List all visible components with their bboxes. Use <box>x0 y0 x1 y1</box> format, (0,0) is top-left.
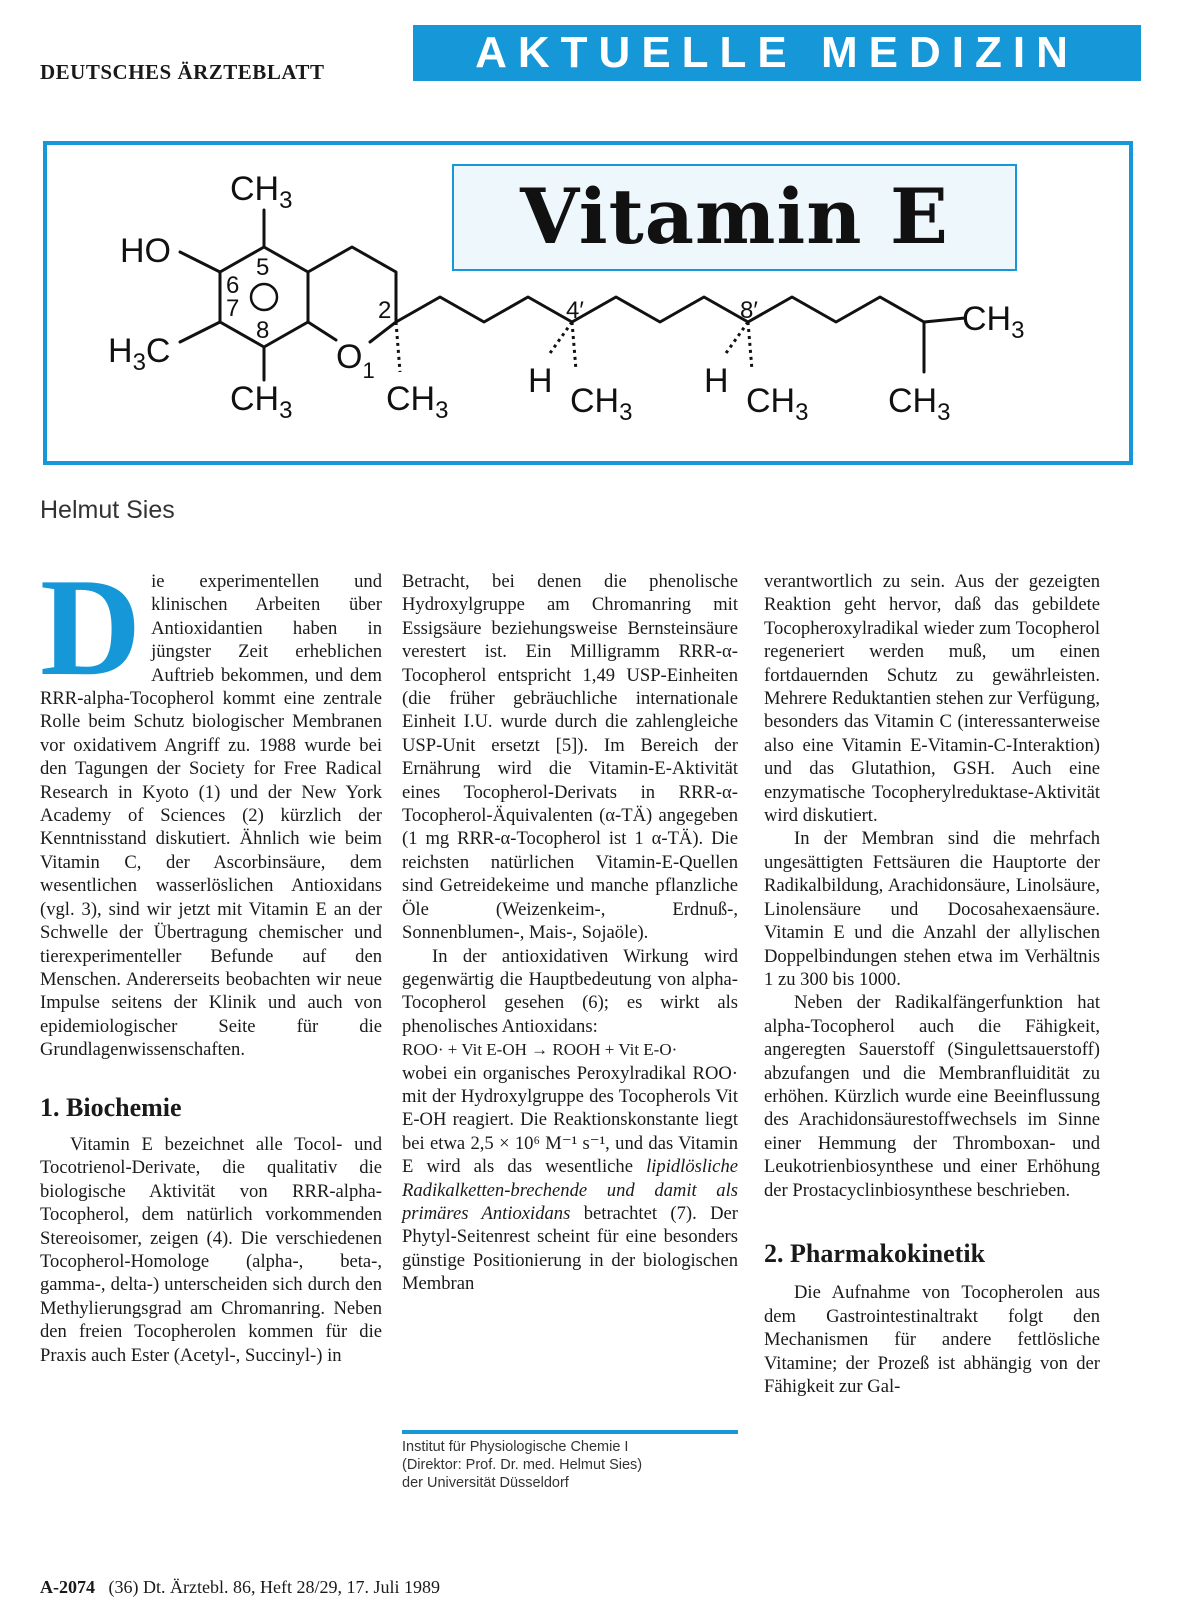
author-name: Helmut Sies <box>40 496 175 524</box>
col2-paragraph-3: wobei ein organisches Peroxylradikal ROO· mit der Hydroxylgruppe des Tocopherols Vit E-OH reagiert. Die Reaktionskonstante liegt bei etwa 2,5 × 10⁶ M⁻¹ s⁻¹, und das Vitamin E wird als das wesentliche lipidlösliche Radikalketten-brechende und damit als primäres Antioxidans betrachtet (7). Der Phytyl-Seitenrest scheint für eine besonders günstige Positionierung in der biologischen Membran <box>402 1062 738 1295</box>
ch3-c2-label: $CH_3$ <box>386 380 449 424</box>
page-footer <box>40 1577 440 1598</box>
position-7-label: 7 <box>226 295 240 322</box>
intro-paragraph: ie experimentellen und klinischen Arbeiten über Antioxidantien haben in jüngster Zeit erheblichen Auftrieb bekommen, und dem RRR-alpha-Tocopherol kommt eine zentrale Rolle beim Schutz biologischer Membranen vor oxidativem Angriff zu. 1988 wurde bei den Tagungen der Society for Free Radical Research in Kyoto (1) und der New York Academy of Sciences (2) kürzlich der Kenntnisstand diskutiert. Ähnlich wie beim Vitamin C, der Ascorbinsäure, dem wesentlichen wasserlöslichen Antioxidans (vgl. 3), sind wir jetzt mit Vitamin E an der Schwelle der Übertragung chemischer und tierexperimenteller Befunde auf den Menschen. Andererseits beobachten wir neue Impulse seitens der Klinik und auch von epidemiologischer Seite für die Grundlagenwissenschaften. <box>40 571 382 1061</box>
biochemie-paragraph: Vitamin E bezeichnet alle Tocol- und Tocotrienol-Derivate, die qualitativ die biologische Aktivität von RRR-alpha-Tocopherol, dem natürlich vorkommenden Stereoisomer, zeigen (4). Die verschiedenen Tocopherol-Homologe (alpha-, beta-, gamma-, delta-) unterscheiden sich durch den Methylierungsgrad am Chromanring. Neben den freien Tocopherolen kommen für die Praxis auch Ester (Acetyl-, Succinyl-) in <box>40 1133 382 1366</box>
position-5-label: 5 <box>256 254 270 281</box>
ch3-terminal-right-label: $CH_3$ <box>962 300 1025 344</box>
affiliation-director: (Direktor: Prof. Dr. med. Helmut Sies) <box>402 1457 643 1473</box>
publication-name: DEUTSCHES ÄRZTEBLATT <box>40 60 325 84</box>
col2-paragraph-2: In der antioxidativen Wirkung wird gegenwärtig die Hauptbedeutung von alpha-Tocopherol gesehen (6); es wirkt als phenolisches Antioxidans: <box>402 945 738 1037</box>
page-number: A-2074 <box>40 1577 95 1597</box>
ch3-top-label: $CH_3$ <box>230 170 293 214</box>
italic-emphasis: lipidlösliche Radikalketten-brechende und damit als primäres Antioxidans <box>402 1156 738 1224</box>
ring-oxygen-label: $O_1$ <box>336 338 375 383</box>
col3-paragraph-1: verantwortlich zu sein. Aus der gezeigten Reaktion geht hervor, daß das gebildete Tocopheroxylradikal wieder zum Tocopherol regeneriert werden muß, um einen fortdauernden Schutz zu gewährleisten. Mehrere Reduktantien stehen zur Verfügung, besonders das Vitamin C (interessanterweise also eine Vitamin E-Vitamin-C-Interaktion) und das Glutathion, GSH. Auch eine enzymatische Tocopherylreduktase-Aktivität wird diskutiert. <box>764 571 1100 827</box>
affiliation-note <box>402 1430 738 1492</box>
section-banner: AKTUELLE MEDIZIN <box>413 25 1141 81</box>
column-3 <box>764 570 1100 1398</box>
heading-biochemie: 1. Biochemie <box>40 1092 182 1122</box>
article-title: Vitamin E <box>520 172 949 261</box>
col2-paragraph-1: Betracht, bei denen die phenolische Hydroxylgruppe am Chromanring mit Essigsäure beziehungsweise Bernsteinsäure verestert ist. Ein Milligramm RRR-α-Tocopherol entspricht 1,49 USP-Einheiten (die früher gebräuchliche internationale Einheit I.U. wurde durch die zahlengleiche USP-Unit ersetzt [5]). Im Bereich der Ernährung wird die Vitamin-E-Aktivität eines Tocopherol-Derivats in RRR-α-Tocopherol-Äquivalenten (α-TÄ) angegeben (1 mg RRR-α-Tocopherol ist 1 α-TÄ). Die reichsten natürlichen Vitamin-E-Quellen sind Getreidekeime und manche pflanzliche Öle (Weizenkeim-, Erdnuß-, Sonnenblumen-, Mais-, Sojaöle). <box>402 571 738 944</box>
position-6-label: 6 <box>226 272 240 299</box>
hydroxyl-label: HO <box>120 232 171 270</box>
ch3-8prime-label: $CH_3$ <box>746 382 809 426</box>
affiliation-university: der Universität Düsseldorf <box>402 1475 569 1491</box>
position-4prime-label: 4′ <box>566 297 584 324</box>
col3-paragraph-4: Die Aufnahme von Tocopherolen aus dem Gastrointestinaltrakt folgt den Mechanismen für andere fettlösliche Vitamine; der Prozeß ist abhängig von der Fähigkeit zur Gal- <box>764 1282 1100 1397</box>
h-4prime-label: H <box>528 362 553 400</box>
affiliation-institute: Institut für Physiologische Chemie I <box>402 1439 629 1455</box>
col3-paragraph-3: Neben der Radikalfängerfunktion hat alpha-Tocopherol auch die Fähigkeit, angeregten Sauerstoff (Singulettsauerstoff) abzufangen und die Membranfluidität zu erhöhen. Kürzlich wurde eine Beeinflussung des Arachidonsäurestoffwechsels im Sinne einer Hemmung der Thromboxan- und Leukotrienbiosynthese und einer Erhöhung der Prostacyclinbiosynthese beschrieben. <box>764 992 1100 1201</box>
column-2 <box>402 570 738 1296</box>
heading-pharmakokinetik: 2. Pharmakokinetik <box>764 1238 986 1268</box>
ch3-bottom-label: $CH_3$ <box>230 380 293 424</box>
vitamin-e-structure-diagram <box>0 0 1178 480</box>
h3c-label: $H_3C$ <box>108 332 171 376</box>
ch3-terminal-bottom-label: $CH_3$ <box>888 382 951 426</box>
drop-cap: D <box>40 550 142 705</box>
column-1 <box>40 550 382 1367</box>
ch3-4prime-label: $CH_3$ <box>570 382 633 426</box>
h-8prime-label: H <box>704 362 729 400</box>
position-2-label: 2 <box>378 297 392 324</box>
citation: (36) Dt. Ärztebl. 86, Heft 28/29, 17. Juli 1989 <box>108 1577 440 1597</box>
position-8prime-label: 8′ <box>740 297 758 324</box>
position-8-label: 8 <box>256 317 270 344</box>
reaction-equation: ROO· + Vit E-OH → ROOH + Vit E-O· <box>402 1040 678 1060</box>
col3-paragraph-2: In der Membran sind die mehrfach ungesättigten Fettsäuren die Hauptorte der Radikalbildung, Arachidonsäure, Linolsäure, Linolensäure und Docosahexaensäure. Vitamin E und die Anzahl der allylischen Doppelbindungen stehen etwa im Verhältnis 1 zu 300 bis 1000. <box>764 828 1100 990</box>
